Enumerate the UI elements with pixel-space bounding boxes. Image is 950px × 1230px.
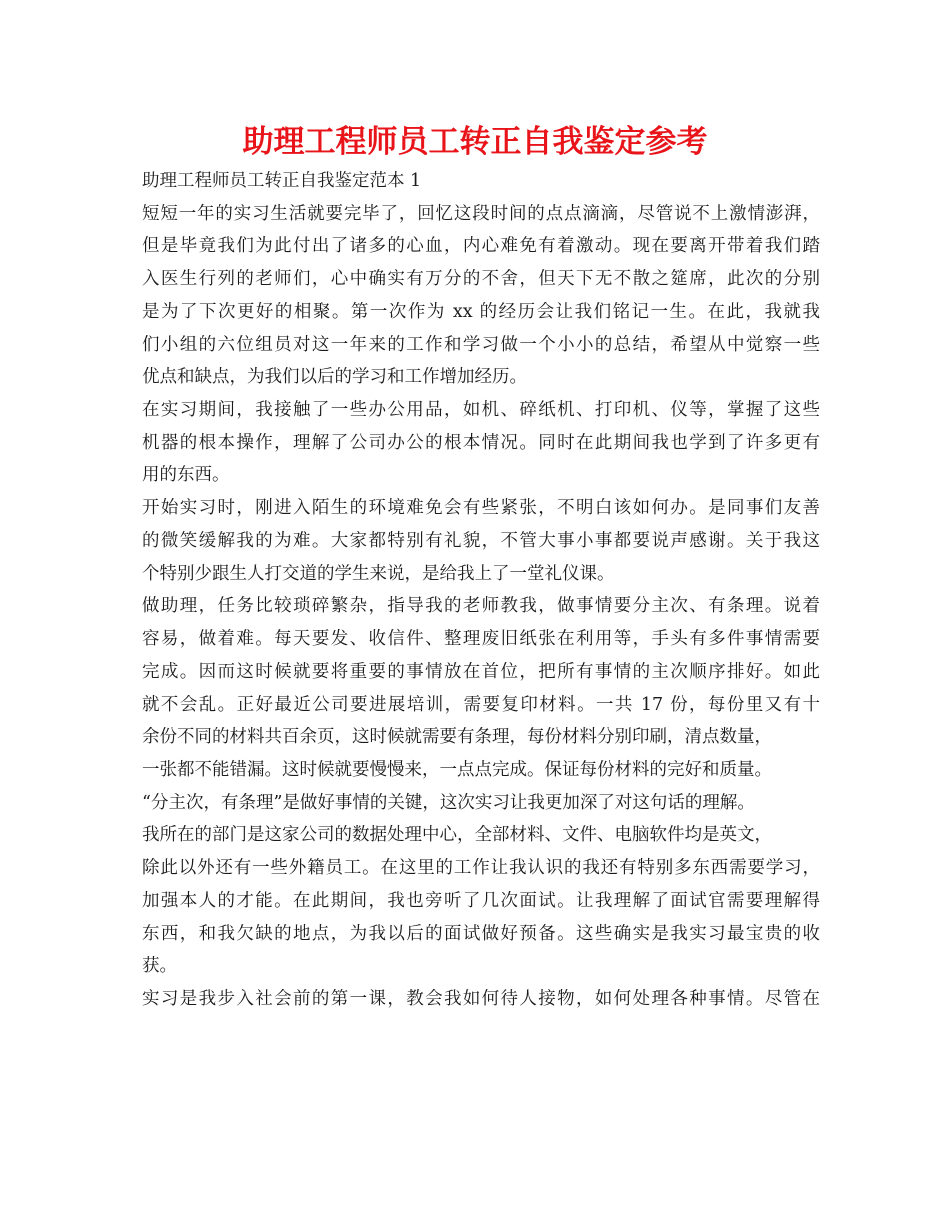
text-line: 余份不同的材料共百余页，这时候就需要有条理，每份材料分别印刷，清点数量，	[142, 727, 772, 748]
text-line: 们小组的六位组员对这一年来的工作和学习做一个小小的总结，希望从中觉察一些	[142, 334, 820, 355]
text-line: “分主次，有条理”是做好事情的关键，这次实习让我更加深了对这句话的理解。	[142, 792, 755, 813]
text-line: 实习是我步入社会前的第一课，教会我如何待人接物，如何处理各种事情。尽管在	[142, 988, 820, 1009]
section-heading: 助理工程师员工转正自我鉴定范本 1	[142, 171, 422, 191]
text-line: 加强本人的才能。在此期间，我也旁听了几次面试。让我理解了面试官需要理解得	[142, 890, 820, 911]
text-line: 一张都不能错漏。这时候就要慢慢来，一点点完成。保证每份材料的完好和质量。	[142, 759, 772, 780]
text-line: 机器的根本操作，理解了公司办公的根本情况。同时在此期间我也学到了许多更有	[142, 432, 820, 453]
text-line: 容易，做着难。每天要发、收信件、整理废旧纸张在利用等，手头有多件事情需要	[142, 629, 820, 650]
text-line: 优点和缺点，为我们以后的学习和工作增加经历。	[142, 367, 527, 388]
text-line: 除此以外还有一些外籍员工。在这里的工作让我认识的我还有特别多东西需要学习，	[142, 858, 820, 879]
text-line: 用的东西。	[142, 465, 230, 486]
document-body	[142, 165, 820, 1016]
text-line: 的微笑缓解我的为难。大家都特别有礼貌，不管大事小事都要说声感谢。关于我这	[142, 530, 820, 551]
text-line: 东西，和我欠缺的地点，为我以后的面试做好预备。这些确实是我实习最宝贵的收	[142, 923, 820, 944]
text-line: 就不会乱。正好最近公司要进展培训，需要复印材料。一共 17 份，每份里又有十	[142, 694, 820, 715]
text-line: 入医生行列的老师们，心中确实有万分的不舍，但天下无不散之筵席，此次的分别	[142, 269, 820, 290]
text-line: 个特别少跟生人打交道的学生来说，是给我上了一堂礼仪课。	[142, 563, 615, 584]
text-line: 做助理，任务比较琐碎繁杂，指导我的老师教我，做事情要分主次、有条理。说着	[142, 596, 820, 617]
text-line: 获。	[142, 956, 177, 977]
text-line: 完成。因而这时候就要将重要的事情放在首位，把所有事情的主次顺序排好。如此	[142, 661, 820, 682]
text-line: 我所在的部门是这家公司的数据处理中心，全部材料、文件、电脑软件均是英文，	[142, 825, 772, 846]
document-title: 助理工程师员工转正自我鉴定参考	[242, 124, 708, 160]
text-line: 短短一年的实习生活就要完毕了，回忆这段时间的点点滴滴，尽管说不上激情澎湃，	[142, 203, 820, 224]
text-line: 在实习期间，我接触了一些办公用品，如机、碎纸机、打印机、仪等，掌握了这些	[142, 400, 820, 421]
text-line: 但是毕竟我们为此付出了诸多的心血，内心难免有着激动。现在要离开带着我们踏	[142, 236, 820, 257]
text-line: 开始实习时，刚进入陌生的环境难免会有些紧张，不明白该如何办。是同事们友善	[142, 498, 820, 519]
text-line: 是为了下次更好的相聚。第一次作为 xx 的经历会让我们铭记一生。在此，我就我	[142, 301, 820, 322]
